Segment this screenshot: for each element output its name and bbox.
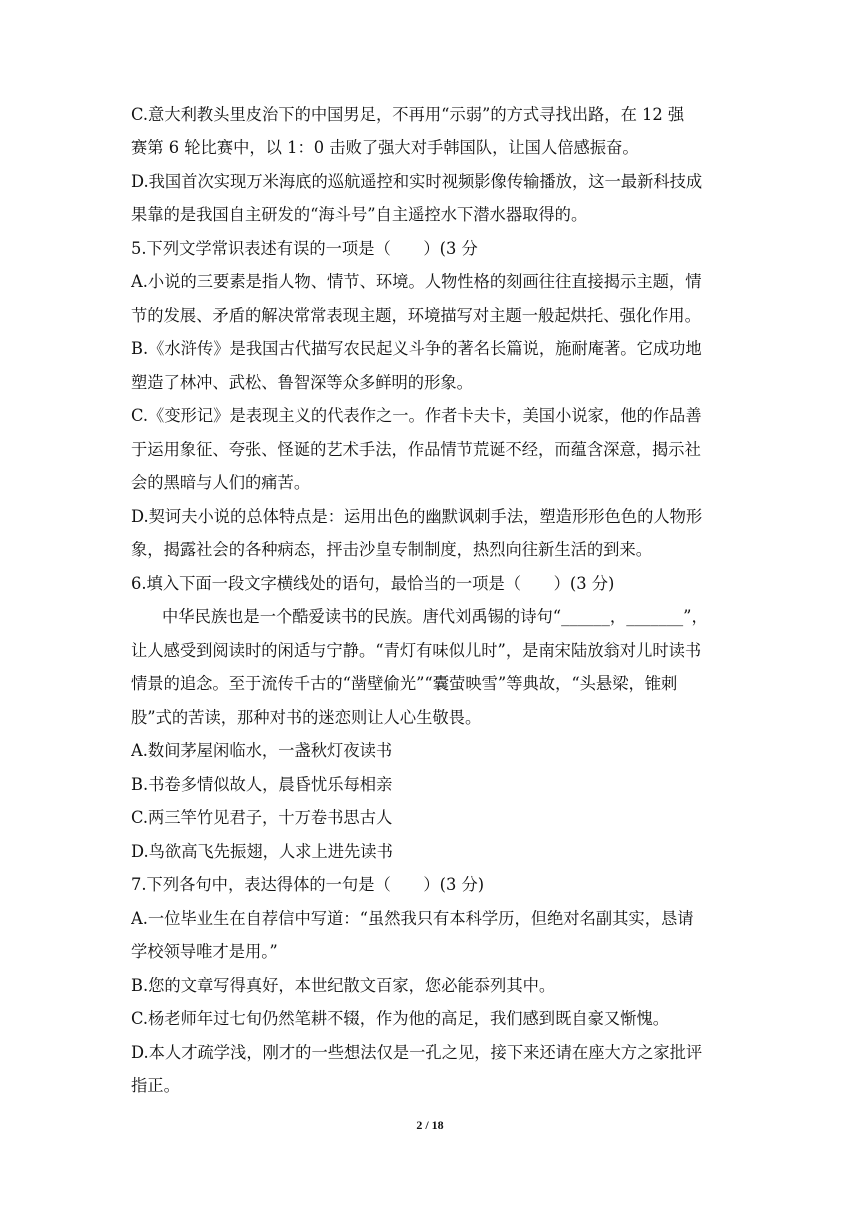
passage-line: 让人感受到阅读时的闲适与宁静。“青灯有味似儿时”，是南宋陆放翁对儿时读书: [131, 641, 702, 660]
option-a: A.数间茅屋闲临水，一盏秋灯夜读书: [131, 741, 393, 760]
text-line: 会的黑暗与人们的痛苦。: [131, 473, 311, 492]
passage-line: 中华民族也是一个酷爱读书的民族。唐代刘禹锡的诗句“______，_______”，: [162, 607, 708, 626]
text-line: 赛第 6 轮比赛中，以 1：0 击败了强大对手韩国队，让国人倍感振奋。: [131, 138, 639, 157]
text-line: 塑造了林冲、武松、鲁智深等众多鲜明的形象。: [131, 373, 473, 392]
text-line: A.一位毕业生在自荐信中写道：“虽然我只有本科学历，但绝对名副其实，恳请: [131, 909, 694, 928]
question-7-stem: 7.下列各句中，表达得体的一句是（ ）(3 分): [131, 875, 485, 894]
text-line: C.意大利教头里皮治下的中国男足，不再用“示弱”的方式寻找出路，在 12 强: [131, 105, 685, 124]
text-line: A.小说的三要素是指人物、情节、环境。人物性格的刻画往往直接揭示主题，情: [131, 272, 702, 291]
page-number: 2 / 18: [416, 1118, 444, 1132]
option-c: C.两三竿竹见君子，十万卷书思古人: [131, 808, 393, 827]
text-line: B.《水浒传》是我国古代描写农民起义斗争的著名长篇说，施耐庵著。它成功地: [131, 339, 702, 358]
text-line: 象，揭露社会的各种病态，抨击沙皇专制制度，热烈向往新生活的到来。: [131, 540, 653, 559]
text-line: B.您的文章写得真好，本世纪散文百家，您必能忝列其中。: [131, 976, 556, 995]
question-5-stem: 5.下列文学常识表述有误的一项是（ ）(3 分: [131, 239, 478, 258]
passage-line: 情景的追念。至于流传千古的“凿壁偷光”“囊萤映雪”等典故，“头悬梁，锥刺: [131, 674, 678, 693]
option-d: D.鸟欲高飞先振翅，人求上进先读书: [131, 842, 393, 861]
question-6-stem: 6.填入下面一段文字横线处的语句，最恰当的一项是（ ）(3 分): [131, 574, 615, 593]
option-b: B.书卷多情似故人，晨昏忧乐每相亲: [131, 775, 393, 794]
text-line: C.《变形记》是表现主义的代表作之一。作者卡夫卡，美国小说家，他的作品善: [131, 406, 702, 425]
text-line: D.我国首次实现万米海底的巡航遥控和实时视频影像传输播放，这一最新科技成: [131, 172, 703, 191]
passage-line: 股”式的苦读，那种对书的迷恋则让人心生敬畏。: [131, 708, 482, 727]
text-line: 学校领导唯才是用。”: [131, 942, 278, 961]
text-line: 指正。: [131, 1076, 180, 1095]
text-line: 果靠的是我国自主研发的“海斗号”自主遥控水下潜水器取得的。: [131, 205, 588, 224]
text-line: 节的发展、矛盾的解决常常表现主题，环境描写对主题一般起烘托、强化作用。: [131, 306, 701, 325]
text-line: D.本人才疏学浅，刚才的一些想法仅是一孔之见，接下来还请在座大方之家批评: [131, 1043, 703, 1062]
text-line: D.契诃夫小说的总体特点是：运用出色的幽默讽刺手法，塑造形形色色的人物形: [131, 507, 703, 526]
text-line: C.杨老师年过七旬仍然笔耕不辍，作为他的高足，我们感到既自豪又惭愧。: [131, 1009, 670, 1028]
text-line: 于运用象征、夸张、怪诞的艺术手法，作品情节荒诞不经，而蕴含深意，揭示社: [131, 440, 701, 459]
